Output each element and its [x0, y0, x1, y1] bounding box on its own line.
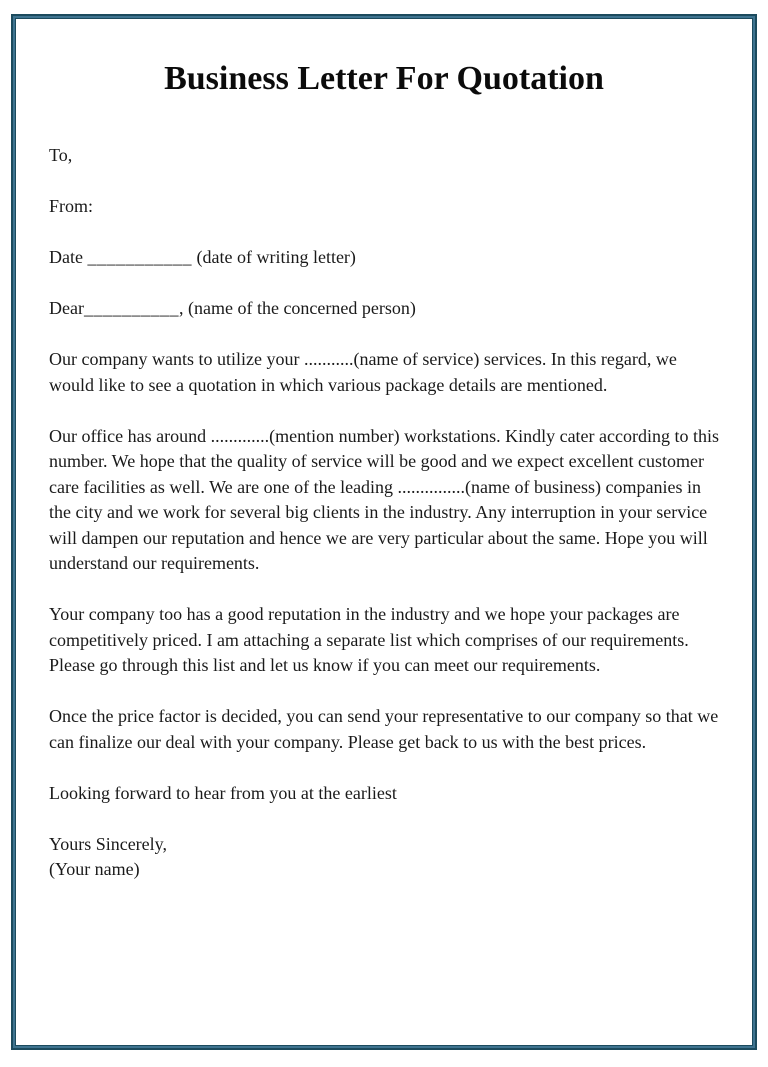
- dear-label: Dear: [49, 298, 84, 319]
- signoff-label: Yours Sincerely,: [49, 833, 168, 854]
- body-paragraph-4: Once the price factor is decided, you can send your representative to our company so that we can finalize our deal with your company. Please get back to us with the best prices.: [49, 706, 719, 752]
- date-label: Date: [49, 247, 83, 268]
- dear-blank-line: __________: [83, 298, 179, 319]
- to-label: To,: [49, 145, 73, 166]
- body-paragraph-2: Our office has around .............(mention number) workstations. Kindly cater according to this number. We hope that the quality of service will be good and we expect excellent customer care facilities as well. We are one of the leading ...............(name of business) companies in the city and we work for several big clients in the industry. Any interruption in your service will dampen our reputation and hence we are very particular about the same. Hope you will understand our requirements.: [49, 425, 720, 574]
- salutation-line: [49, 296, 719, 322]
- salutation-hint: , (name of the concerned person): [178, 298, 416, 319]
- signature-block: [49, 832, 719, 883]
- date-blank-line: ___________: [87, 247, 192, 268]
- body-paragraph-1: Our company wants to utilize your ...........(name of service) services. In this regard, we would like to see a quotation in which various package details are mentioned.: [49, 349, 677, 395]
- page-border-frame: [11, 14, 757, 1050]
- body-paragraph-3: Your company too has a good reputation in the industry and we hope your packages are competitively priced. I am attaching a separate list which comprises of our requirements. Please go through this list and let us know if you can meet our requirements.: [49, 604, 689, 676]
- signature-placeholder: (Your name): [49, 859, 140, 880]
- date-hint: (date of writing letter): [196, 247, 356, 268]
- from-label: From:: [49, 196, 94, 217]
- closing-line: Looking forward to hear from you at the earliest: [49, 782, 397, 803]
- page-title: Business Letter For Quotation: [164, 60, 604, 97]
- date-line: [49, 245, 719, 271]
